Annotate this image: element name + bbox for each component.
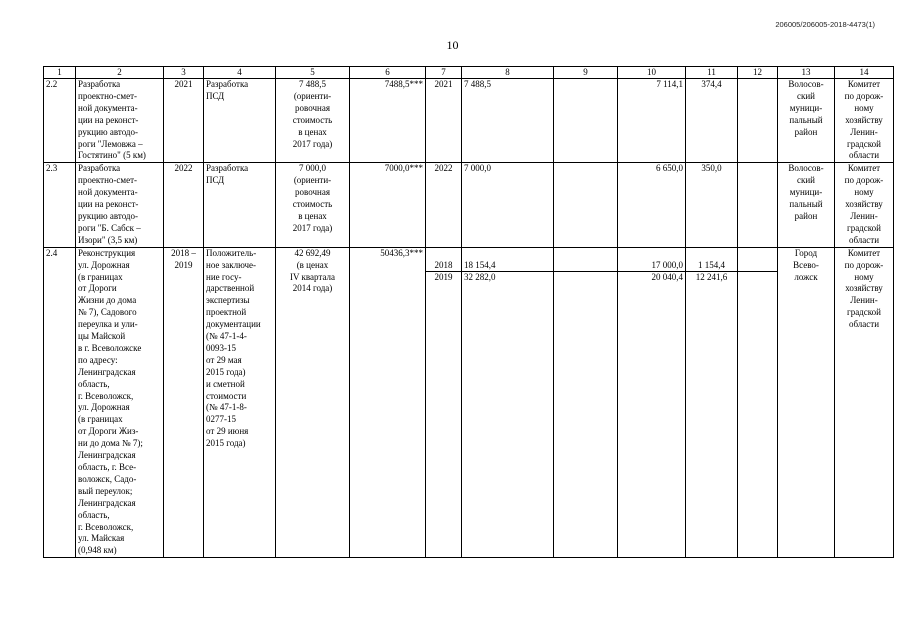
location: Волосов- ский муници- пальный район [778, 163, 835, 247]
total-cost: 7000,0*** [350, 163, 426, 247]
location: Город Всево- ложск [778, 247, 835, 558]
funding-col-11: 1 154,4 [686, 260, 737, 273]
table-row [44, 79, 894, 163]
funding-total: 18 154,4 [462, 260, 553, 273]
funding-col-11: 12 241,6 [695, 272, 728, 283]
column-header: 10 [618, 67, 686, 79]
period: 2018 – 2019 [164, 247, 204, 558]
funding-total-cell [462, 247, 554, 558]
funding-col-10: 7 114,1 [618, 79, 686, 163]
period: 2022 [164, 163, 204, 247]
funding-col-10: 20 040,4 [651, 272, 683, 283]
column-header: 9 [554, 67, 618, 79]
year: 2022 [426, 163, 462, 247]
row-number: 2.4 [44, 247, 76, 558]
table-row [44, 247, 894, 558]
row-number: 2.2 [44, 79, 76, 163]
total-cost: 50436,3*** [350, 247, 426, 558]
column-header: 12 [738, 67, 778, 79]
funding-col-12 [738, 272, 777, 284]
funding-total: 32 282,0 [464, 272, 496, 283]
column-header: 4 [204, 67, 276, 79]
funding-col-12 [738, 79, 778, 163]
basis: Разработка ПСД [204, 163, 276, 247]
row-number: 2.3 [44, 163, 76, 247]
estimated-cost: 7 000,0 (ориенти- ровочная стоимость в ценах 2017 года) [276, 163, 350, 247]
funding-col-9 [554, 272, 617, 284]
total-cost: 7488,5*** [350, 79, 426, 163]
executor: Комитет по дорож- ному хозяйству Ленин- градской области [835, 79, 894, 163]
column-header: 8 [462, 67, 554, 79]
document-id: 206005/206005-2018-4473(1) [775, 20, 875, 29]
estimated-cost: 42 692,49 (в ценах IV квартала 2014 года) [276, 247, 350, 558]
year: 2019 [434, 272, 453, 283]
funding-total: 7 000,0 [462, 163, 554, 247]
column-header: 1 [44, 67, 76, 79]
table-row [44, 163, 894, 247]
column-header: 14 [835, 67, 894, 79]
funding-col-9 [554, 79, 618, 163]
funding-col-9 [554, 260, 617, 273]
funding-col-10: 6 650,0 [618, 163, 686, 247]
year: 2021 [426, 79, 462, 163]
measure-name: Реконструкция ул. Дорожная (в границах от Дороги Жизни до дома № 7), Садового переулка и ули- цы Майской в г. Всеволожске по адресу: Ленинградская область, г. Всеволожск, ул. Дорожная (в границах от Дороги Жиз- ни до дома № 7); Ленинградская область, г. Все- воложск, Садо- вый переулок; Ленинградская область, г. Всеволожск, ул. Майская (0,948 км) [76, 247, 164, 558]
funding-total: 7 488,5 [462, 79, 554, 163]
year: 2018 [426, 260, 461, 273]
period: 2021 [164, 79, 204, 163]
funding-col-12-cell [738, 247, 778, 558]
executor: Комитет по дорож- ному хозяйству Ленин- градской области [835, 247, 894, 558]
header-row [44, 67, 894, 79]
measure-name: Разработка проектно-смет- ной документа- ции на реконст- рукцию автодо- роги "Лемовжа – Гостятино" (5 км) [76, 79, 164, 163]
page-number: 10 [446, 38, 459, 52]
estimated-cost: 7 488,5 (ориенти- ровочная стоимость в ценах 2017 года) [276, 79, 350, 163]
basis: Положитель- ное заключе- ние госу- дарственной экспертизы проектной документации (№ 47-1-4- 0093-15 от 29 мая 2015 года) и сметной стоимости (№ 47-1-8- 0277-15 от 29 июня 2015 года) [204, 247, 276, 558]
funding-col-11: 374,4 [686, 79, 738, 163]
funding-col-9-cell [554, 247, 618, 558]
basis: Разработка ПСД [204, 79, 276, 163]
column-header: 3 [164, 67, 204, 79]
program-table [43, 66, 894, 558]
executor: Комитет по дорож- ному хозяйству Ленин- градской области [835, 163, 894, 247]
column-header: 5 [276, 67, 350, 79]
funding-col-10-cell [618, 247, 686, 558]
column-header: 2 [76, 67, 164, 79]
location: Волосов- ский муници- пальный район [778, 79, 835, 163]
funding-col-12 [738, 163, 778, 247]
column-header: 6 [350, 67, 426, 79]
funding-col-9 [554, 163, 618, 247]
column-header: 7 [426, 67, 462, 79]
year-cell [426, 247, 462, 558]
funding-col-11-cell [686, 247, 738, 558]
column-header: 13 [778, 67, 835, 79]
funding-col-10: 17 000,0 [618, 260, 685, 273]
column-header: 11 [686, 67, 738, 79]
measure-name: Разработка проектно-смет- ной документа- ции на реконст- рукцию автодо- роги "Б. Сабск – Изори" (3,5 км) [76, 163, 164, 247]
funding-col-11: 350,0 [686, 163, 738, 247]
funding-col-12 [738, 260, 777, 273]
